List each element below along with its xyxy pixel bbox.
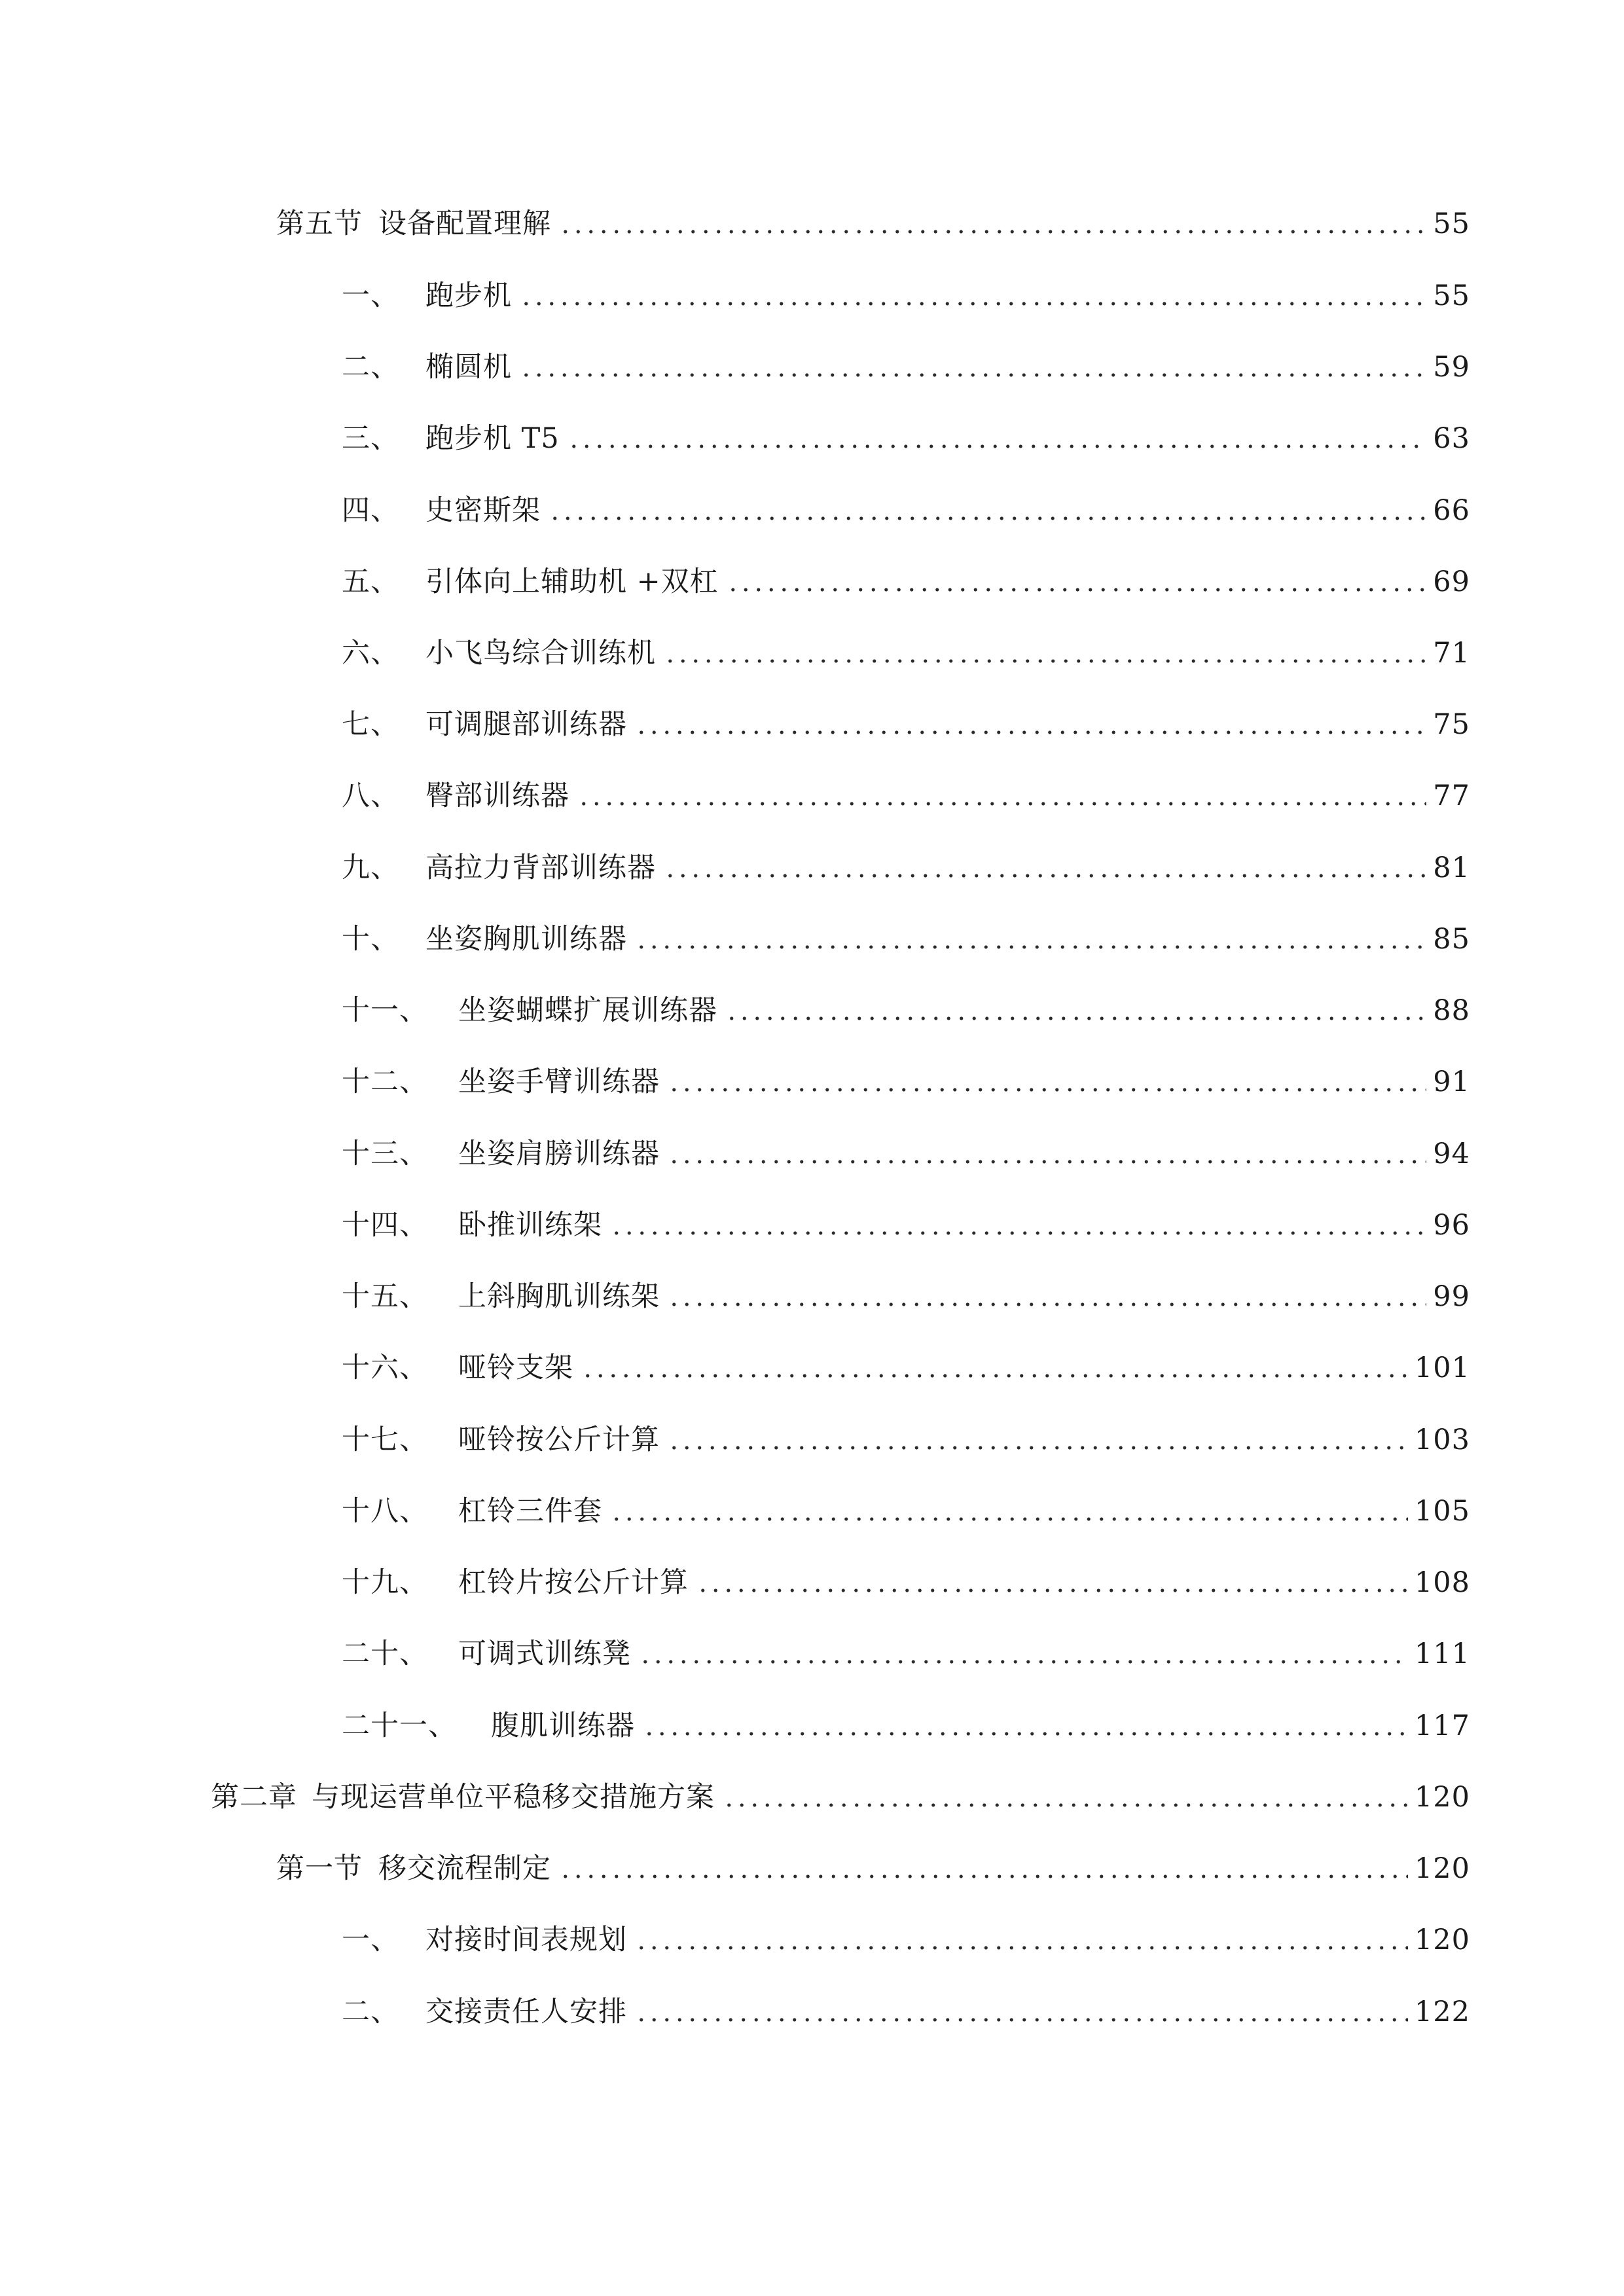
dot-leader [635, 1945, 1408, 1951]
toc-entry-page: 55 [1433, 279, 1470, 312]
toc-entry-title: 小飞鸟综合训练机 [425, 637, 656, 670]
toc-entry-item[interactable] [342, 1121, 1470, 1174]
toc-entry-number: 十一、 [342, 994, 428, 1027]
toc-entry-item[interactable] [342, 406, 1470, 458]
toc-entry-item[interactable] [342, 1621, 1470, 1674]
toc-entry-page: 103 [1414, 1424, 1470, 1456]
toc-entry-page: 105 [1414, 1495, 1470, 1528]
toc-entry-page: 55 [1433, 207, 1470, 240]
toc-entry-title: 设备配置理解 [378, 207, 551, 240]
toc-entry-number: 十、 [342, 923, 399, 956]
toc-entry-item[interactable] [342, 1335, 1470, 1388]
toc-entry-page: 94 [1433, 1138, 1470, 1170]
dot-leader [643, 1731, 1408, 1737]
toc-entry-number: 第五节 [276, 207, 363, 240]
toc-entry-title: 交接责任人安排 [425, 1996, 627, 2028]
dot-leader [577, 800, 1426, 807]
toc-entry-item[interactable] [342, 1264, 1470, 1316]
toc-entry-item[interactable] [342, 1193, 1470, 1245]
toc-entry-title: 杠铃三件套 [458, 1495, 602, 1528]
dot-leader [668, 1301, 1426, 1308]
toc-entry-page: 120 [1414, 1924, 1470, 1956]
dot-leader [664, 658, 1426, 664]
toc-entry-title: 哑铃支架 [458, 1352, 573, 1384]
toc-entry-item[interactable] [342, 763, 1470, 816]
toc-entry-number: 九、 [342, 852, 399, 884]
toc-entry-number: 七、 [342, 708, 399, 741]
toc-entry-item[interactable] [342, 1979, 1470, 2032]
toc-entry-title: 坐姿肩膀训练器 [458, 1138, 660, 1170]
toc-entry-page: 81 [1433, 852, 1470, 884]
toc-entry-item[interactable] [342, 478, 1470, 530]
toc-entry-number: 四、 [342, 494, 399, 527]
toc-entry-number: 三、 [342, 422, 399, 455]
toc-entry-title: 腹肌训练器 [491, 1710, 635, 1742]
toc-entry-item[interactable] [342, 906, 1470, 959]
toc-entry-section-1[interactable] [276, 1836, 1470, 1888]
toc-entry-number: 八、 [342, 780, 399, 812]
dot-leader [668, 1158, 1426, 1165]
toc-entry-item[interactable] [342, 1907, 1470, 1960]
toc-entry-number: 二、 [342, 351, 399, 384]
toc-entry-page: 99 [1433, 1280, 1470, 1313]
dot-leader [635, 944, 1426, 950]
dot-leader [549, 515, 1426, 522]
dot-leader [725, 1015, 1426, 1022]
dot-leader [639, 1659, 1408, 1665]
toc-entry-page: 66 [1433, 494, 1470, 527]
toc-entry-number: 十七、 [342, 1424, 428, 1456]
toc-entry-page: 59 [1433, 351, 1470, 384]
toc-entry-title: 哑铃按公斤计算 [458, 1424, 660, 1456]
dot-leader [610, 1230, 1426, 1236]
dot-leader [696, 1587, 1408, 1594]
dot-leader [668, 1086, 1426, 1093]
toc-entry-number: 十六、 [342, 1352, 428, 1384]
toc-entry-item[interactable] [342, 1049, 1470, 1102]
toc-entry-page: 120 [1414, 1852, 1470, 1885]
toc-entry-item[interactable] [342, 1550, 1470, 1602]
dot-leader [559, 1873, 1408, 1880]
dot-leader [664, 872, 1426, 879]
toc-entry-number: 十四、 [342, 1209, 428, 1242]
toc-entry-page: 91 [1433, 1066, 1470, 1098]
toc-entry-page: 77 [1433, 780, 1470, 812]
toc-entry-title: 可调腿部训练器 [425, 708, 627, 741]
dot-leader [668, 1444, 1408, 1451]
toc-entry-page: 96 [1433, 1209, 1470, 1242]
toc-entry-title: 臀部训练器 [425, 780, 569, 812]
toc-entry-number: 一、 [342, 1924, 399, 1956]
toc-entry-page: 85 [1433, 923, 1470, 956]
toc-entry-title: 与现运营单位平稳移交措施方案 [312, 1781, 715, 1814]
toc-entry-item[interactable] [342, 692, 1470, 744]
toc-entry-page: 108 [1414, 1566, 1470, 1599]
dot-leader [559, 228, 1426, 235]
dot-leader [635, 729, 1426, 736]
toc-entry-number: 二十一、 [342, 1710, 457, 1742]
toc-entry-number: 十五、 [342, 1280, 428, 1313]
toc-entry-title: 引体向上辅助机 +双杠 [425, 565, 719, 598]
toc-entry-page: 111 [1414, 1638, 1470, 1670]
toc-entry-page: 117 [1414, 1710, 1470, 1742]
toc-entry-item[interactable] [342, 263, 1470, 315]
toc-entry-title: 跑步机 T5 [425, 422, 560, 455]
toc-entry-number: 六、 [342, 637, 399, 670]
toc-entry-item[interactable] [342, 1693, 1470, 1746]
dot-leader [723, 1802, 1408, 1808]
toc-entry-number: 五、 [342, 565, 399, 598]
toc-entry-title: 跑步机 [425, 279, 512, 312]
toc-entry-title: 坐姿手臂训练器 [458, 1066, 660, 1098]
toc-entry-title: 移交流程制定 [378, 1852, 551, 1885]
toc-entry-number: 十九、 [342, 1566, 428, 1599]
toc-entry-page: 120 [1414, 1781, 1470, 1814]
toc-entry-title: 卧推训练架 [458, 1209, 602, 1242]
toc-entry-item[interactable] [342, 1407, 1470, 1460]
toc-entry-item[interactable] [342, 549, 1470, 601]
toc-entry-title: 史密斯架 [425, 494, 541, 527]
dot-leader [610, 1516, 1408, 1522]
toc-entry-page: 101 [1414, 1352, 1470, 1384]
toc-entry-number: 第一节 [276, 1852, 363, 1885]
toc-entry-page: 63 [1433, 422, 1470, 455]
toc-entry-number: 十二、 [342, 1066, 428, 1098]
toc-entry-page: 88 [1433, 994, 1470, 1027]
toc-entry-title: 对接时间表规划 [425, 1924, 627, 1956]
toc-entry-chapter-2[interactable] [211, 1765, 1470, 1817]
toc-entry-title: 椭圆机 [425, 351, 512, 384]
toc-entry-item[interactable] [342, 978, 1470, 1030]
toc-entry-page: 69 [1433, 565, 1470, 598]
dot-leader [727, 586, 1427, 593]
toc-entry-number: 第二章 [211, 1781, 297, 1814]
toc-entry-page: 122 [1414, 1996, 1470, 2028]
dot-leader [568, 443, 1427, 450]
toc-entry-section-5[interactable] [276, 191, 1470, 243]
dot-leader [635, 2017, 1408, 2023]
toc-entry-item[interactable] [342, 835, 1470, 888]
toc-entry-item[interactable] [342, 334, 1470, 387]
dot-leader [520, 372, 1426, 378]
toc-entry-item[interactable] [342, 1479, 1470, 1531]
dot-leader [520, 300, 1426, 307]
toc-entry-number: 二十、 [342, 1638, 428, 1670]
toc-entry-title: 可调式训练凳 [458, 1638, 631, 1670]
toc-entry-number: 二、 [342, 1996, 399, 2028]
toc-entry-number: 十三、 [342, 1138, 428, 1170]
toc-entry-title: 上斜胸肌训练架 [458, 1280, 660, 1313]
toc-entry-page: 71 [1433, 637, 1470, 670]
toc-entry-title: 坐姿胸肌训练器 [425, 923, 627, 956]
dot-leader [581, 1372, 1408, 1379]
toc-entry-number: 一、 [342, 279, 399, 312]
toc-entry-page: 75 [1433, 708, 1470, 741]
toc-entry-number: 十八、 [342, 1495, 428, 1528]
toc-entry-item[interactable] [342, 620, 1470, 673]
toc-entry-title: 坐姿蝴蝶扩展训练器 [458, 994, 717, 1027]
toc-entry-title: 高拉力背部训练器 [425, 852, 656, 884]
toc-entry-title: 杠铃片按公斤计算 [458, 1566, 689, 1599]
